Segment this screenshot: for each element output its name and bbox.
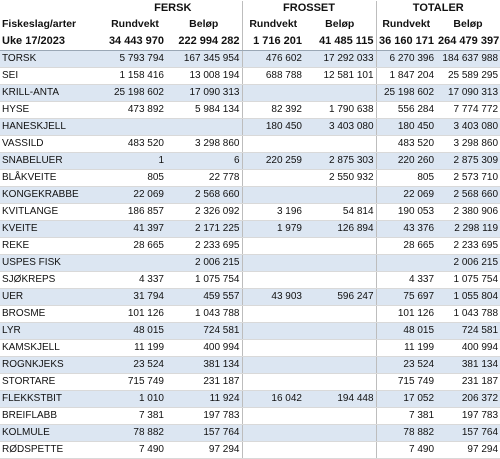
species-name: FLEKKSTBIT (0, 390, 104, 407)
totaler-belop-cell: 724 581 (436, 322, 500, 339)
species-name: STORTARE (0, 373, 104, 390)
frosset-rundvekt-header: Rundvekt (242, 16, 304, 33)
table-row (0, 220, 500, 237)
fersk-belop-cell: 2 171 225 (166, 220, 242, 237)
totaler-belop-header: Beløp (453, 18, 483, 30)
table-row (0, 101, 500, 118)
fersk-rundvekt-cell: 1 158 416 (104, 67, 166, 84)
frosset-belop-cell: 3 403 080 (304, 118, 376, 135)
fersk-belop-cell: 2 326 092 (166, 203, 242, 220)
frosset-rundvekt-cell: 688 788 (242, 67, 304, 84)
frosset-belop-cell: 2 875 303 (304, 152, 376, 169)
frosset-rundvekt-cell: 180 450 (242, 118, 304, 135)
fersk-belop-cell: 97 294 (166, 441, 242, 458)
totaler-rundvekt-cell: 28 665 (376, 237, 436, 254)
frosset-rundvekt-cell (242, 441, 304, 458)
group-totaler: TOTALER (376, 1, 500, 16)
frosset-rundvekt-cell: 476 602 (242, 50, 304, 67)
fersk-belop-cell: 1 043 788 (166, 305, 242, 322)
species-name: SEI (0, 67, 104, 84)
fersk-rundvekt-cell: 805 (104, 169, 166, 186)
group-fersk: FERSK (154, 2, 192, 14)
fersk-belop-cell: 167 345 954 (166, 50, 242, 67)
column-header-row (0, 16, 500, 33)
frosset-belop-cell (304, 271, 376, 288)
table-row (0, 356, 500, 373)
fersk-belop-cell: 231 187 (166, 373, 242, 390)
frosset-belop-cell: 54 814 (304, 203, 376, 220)
totaler-rundvekt-cell: 78 882 (376, 424, 436, 441)
species-column-header: Fiskeslag/arter (2, 18, 77, 30)
fersk-belop-cell: 157 764 (166, 424, 242, 441)
table-row (0, 50, 500, 67)
totaler-rundvekt-cell (376, 254, 436, 271)
totaler-belop-cell: 197 783 (436, 407, 500, 424)
table-row (0, 441, 500, 458)
week-total-row (0, 33, 500, 50)
fersk-rundvekt-cell: 31 794 (104, 288, 166, 305)
frosset-belop-cell: 596 247 (304, 288, 376, 305)
totaler-rundvekt-cell: 805 (376, 169, 436, 186)
fersk-rundvekt-cell: 23 524 (104, 356, 166, 373)
totaler-rundvekt-cell: 48 015 (376, 322, 436, 339)
fersk-belop-cell: 2 233 695 (166, 237, 242, 254)
fersk-belop-cell: 2 568 660 (166, 186, 242, 203)
table-row (0, 169, 500, 186)
fersk-rundvekt-cell: 41 397 (104, 220, 166, 237)
totaler-belop-cell: 1 075 754 (436, 271, 500, 288)
total-fersk-belop: 222 994 282 (166, 33, 242, 50)
table-row (0, 135, 500, 152)
frosset-rundvekt-cell (242, 186, 304, 203)
frosset-belop-cell (304, 441, 376, 458)
totaler-rundvekt-cell: 6 270 396 (376, 50, 436, 67)
species-name: BLÅKVEITE (0, 169, 104, 186)
frosset-belop-header: Beløp (325, 18, 355, 30)
fersk-rundvekt-cell (104, 254, 166, 271)
totaler-rundvekt-cell: 11 199 (376, 339, 436, 356)
fersk-belop-cell: 197 783 (166, 407, 242, 424)
fersk-belop-cell: 724 581 (166, 322, 242, 339)
total-frosset-rundvekt: 1 716 201 (242, 33, 304, 50)
fersk-belop-cell: 459 557 (166, 288, 242, 305)
frosset-belop-cell (304, 356, 376, 373)
fersk-belop-cell: 400 994 (166, 339, 242, 356)
totaler-belop-cell: 2 875 309 (436, 152, 500, 169)
catch-table (0, 1, 500, 459)
frosset-rundvekt-cell (242, 339, 304, 356)
group-frosset: FROSSET (242, 1, 376, 16)
fersk-rundvekt-cell: 7 490 (104, 441, 166, 458)
frosset-rundvekt-cell (242, 237, 304, 254)
totaler-belop-cell: 206 372 (436, 390, 500, 407)
frosset-belop-cell: 1 790 638 (304, 101, 376, 118)
species-name: KONGEKRABBE (0, 186, 104, 203)
totaler-rundvekt-cell: 23 524 (376, 356, 436, 373)
species-name: KRILL-ANTA (0, 84, 104, 101)
totaler-rundvekt-cell: 25 198 602 (376, 84, 436, 101)
totaler-belop-cell: 157 764 (436, 424, 500, 441)
frosset-rundvekt-cell (242, 305, 304, 322)
totaler-belop-cell: 97 294 (436, 441, 500, 458)
fersk-belop-cell: 3 298 860 (166, 135, 242, 152)
species-name: HANESKJELL (0, 118, 104, 135)
table-row (0, 186, 500, 203)
frosset-rundvekt-cell: 43 903 (242, 288, 304, 305)
totaler-rundvekt-cell: 483 520 (376, 135, 436, 152)
species-name: KAMSKJELL (0, 339, 104, 356)
species-name: RØDSPETTE (0, 441, 104, 458)
totaler-belop-cell: 2 006 215 (436, 254, 500, 271)
species-name: KVEITE (0, 220, 104, 237)
fersk-rundvekt-cell: 101 126 (104, 305, 166, 322)
total-fersk-rundvekt: 34 443 970 (104, 33, 166, 50)
frosset-rundvekt-cell: 1 979 (242, 220, 304, 237)
totaler-rundvekt-cell: 180 450 (376, 118, 436, 135)
fersk-belop-cell: 1 075 754 (166, 271, 242, 288)
species-name: USPES FISK (0, 254, 104, 271)
species-name: BROSME (0, 305, 104, 322)
total-frosset-belop: 41 485 115 (304, 33, 376, 50)
species-name: ROGNKJEKS (0, 356, 104, 373)
frosset-rundvekt-cell (242, 322, 304, 339)
frosset-rundvekt-cell (242, 169, 304, 186)
table-row (0, 254, 500, 271)
table-row (0, 152, 500, 169)
table-body (0, 50, 500, 458)
totaler-belop-cell: 2 298 119 (436, 220, 500, 237)
frosset-belop-cell: 12 581 101 (304, 67, 376, 84)
frosset-rundvekt-cell: 3 196 (242, 203, 304, 220)
fersk-rundvekt-cell: 1 010 (104, 390, 166, 407)
frosset-rundvekt-cell: 220 259 (242, 152, 304, 169)
fersk-belop-cell: 381 134 (166, 356, 242, 373)
fersk-belop-cell: 17 090 313 (166, 84, 242, 101)
totaler-rundvekt-cell: 190 053 (376, 203, 436, 220)
species-name: HYSE (0, 101, 104, 118)
totaler-rundvekt-cell: 556 284 (376, 101, 436, 118)
fersk-belop-cell: 13 008 194 (166, 67, 242, 84)
fersk-rundvekt-cell: 28 665 (104, 237, 166, 254)
frosset-belop-cell (304, 84, 376, 101)
frosset-rundvekt-cell (242, 373, 304, 390)
frosset-belop-cell (304, 237, 376, 254)
fersk-rundvekt-cell: 715 749 (104, 373, 166, 390)
table-row (0, 288, 500, 305)
species-name: KVITLANGE (0, 203, 104, 220)
corner-cell (0, 1, 104, 16)
frosset-belop-cell (304, 322, 376, 339)
table-row (0, 390, 500, 407)
totaler-rundvekt-cell: 7 381 (376, 407, 436, 424)
totaler-belop-cell: 231 187 (436, 373, 500, 390)
fersk-rundvekt-cell: 186 857 (104, 203, 166, 220)
fersk-belop-cell: 6 (166, 152, 242, 169)
totaler-belop-cell: 381 134 (436, 356, 500, 373)
totaler-belop-cell: 184 637 988 (436, 50, 500, 67)
species-name: SNABELUER (0, 152, 104, 169)
frosset-rundvekt-cell (242, 407, 304, 424)
fersk-belop-cell: 22 778 (166, 169, 242, 186)
species-name: TORSK (0, 50, 104, 67)
totaler-belop-cell: 2 380 906 (436, 203, 500, 220)
fersk-rundvekt-cell: 48 015 (104, 322, 166, 339)
frosset-rundvekt-cell (242, 271, 304, 288)
totaler-rundvekt-cell: 220 260 (376, 152, 436, 169)
fersk-rundvekt-cell: 22 069 (104, 186, 166, 203)
fersk-belop-cell: 5 984 134 (166, 101, 242, 118)
totaler-belop-cell: 7 774 772 (436, 101, 500, 118)
week-label: Uke 17/2023 (0, 33, 104, 50)
totaler-belop-cell: 2 573 710 (436, 169, 500, 186)
totaler-rundvekt-cell: 43 376 (376, 220, 436, 237)
fersk-rundvekt-cell: 7 381 (104, 407, 166, 424)
totaler-belop-cell: 400 994 (436, 339, 500, 356)
frosset-belop-cell (304, 254, 376, 271)
frosset-rundvekt-cell (242, 356, 304, 373)
table-row (0, 407, 500, 424)
table-row (0, 118, 500, 135)
frosset-rundvekt-cell: 82 392 (242, 101, 304, 118)
table-row (0, 271, 500, 288)
totaler-rundvekt-cell: 17 052 (376, 390, 436, 407)
table-row (0, 203, 500, 220)
frosset-belop-cell (304, 186, 376, 203)
table-row (0, 424, 500, 441)
frosset-belop-cell: 17 292 033 (304, 50, 376, 67)
frosset-rundvekt-cell (242, 84, 304, 101)
totaler-rundvekt-cell: 101 126 (376, 305, 436, 322)
totaler-rundvekt-cell: 75 697 (376, 288, 436, 305)
frosset-belop-cell (304, 407, 376, 424)
totaler-belop-cell: 1 055 804 (436, 288, 500, 305)
totaler-belop-cell: 3 403 080 (436, 118, 500, 135)
frosset-belop-cell (304, 135, 376, 152)
fersk-rundvekt-cell: 4 337 (104, 271, 166, 288)
fersk-rundvekt-cell: 5 793 794 (104, 50, 166, 67)
fersk-belop-cell (166, 118, 242, 135)
fersk-belop-header: Beløp (189, 18, 219, 30)
table-row (0, 373, 500, 390)
frosset-belop-cell: 2 550 932 (304, 169, 376, 186)
table-row (0, 305, 500, 322)
totaler-rundvekt-header: Rundvekt (376, 16, 436, 33)
frosset-belop-cell (304, 305, 376, 322)
fersk-rundvekt-header: Rundvekt (111, 18, 159, 30)
frosset-rundvekt-cell (242, 135, 304, 152)
frosset-rundvekt-cell (242, 254, 304, 271)
species-name: REKE (0, 237, 104, 254)
total-totaler-rundvekt: 36 160 171 (376, 33, 436, 50)
frosset-belop-cell (304, 339, 376, 356)
fersk-rundvekt-cell: 25 198 602 (104, 84, 166, 101)
fersk-rundvekt-cell: 11 199 (104, 339, 166, 356)
table-row (0, 237, 500, 254)
fersk-rundvekt-cell: 78 882 (104, 424, 166, 441)
totaler-rundvekt-cell: 4 337 (376, 271, 436, 288)
frosset-belop-cell: 126 894 (304, 220, 376, 237)
species-name: SJØKREPS (0, 271, 104, 288)
totaler-rundvekt-cell: 1 847 204 (376, 67, 436, 84)
totaler-rundvekt-cell: 715 749 (376, 373, 436, 390)
frosset-rundvekt-cell: 16 042 (242, 390, 304, 407)
frosset-belop-cell (304, 424, 376, 441)
species-name: UER (0, 288, 104, 305)
species-name: KOLMULE (0, 424, 104, 441)
fersk-rundvekt-cell (104, 118, 166, 135)
frosset-belop-cell (304, 373, 376, 390)
totaler-belop-cell: 3 298 860 (436, 135, 500, 152)
table-row (0, 67, 500, 84)
totaler-belop-cell: 25 589 295 (436, 67, 500, 84)
species-name: VASSILD (0, 135, 104, 152)
totaler-rundvekt-cell: 7 490 (376, 441, 436, 458)
totaler-belop-cell: 1 043 788 (436, 305, 500, 322)
fersk-rundvekt-cell: 473 892 (104, 101, 166, 118)
fersk-rundvekt-cell: 483 520 (104, 135, 166, 152)
fersk-belop-cell: 2 006 215 (166, 254, 242, 271)
group-header-row (0, 1, 500, 16)
total-totaler-belop: 264 479 397 (436, 33, 500, 50)
totaler-belop-cell: 17 090 313 (436, 84, 500, 101)
table-row (0, 339, 500, 356)
frosset-rundvekt-cell (242, 424, 304, 441)
totaler-belop-cell: 2 233 695 (436, 237, 500, 254)
fersk-belop-cell: 11 924 (166, 390, 242, 407)
species-name: LYR (0, 322, 104, 339)
species-name: BREIFLABB (0, 407, 104, 424)
fersk-rundvekt-cell: 1 (104, 152, 166, 169)
table-row (0, 84, 500, 101)
totaler-belop-cell: 2 568 660 (436, 186, 500, 203)
table-row (0, 322, 500, 339)
totaler-rundvekt-cell: 22 069 (376, 186, 436, 203)
frosset-belop-cell: 194 448 (304, 390, 376, 407)
